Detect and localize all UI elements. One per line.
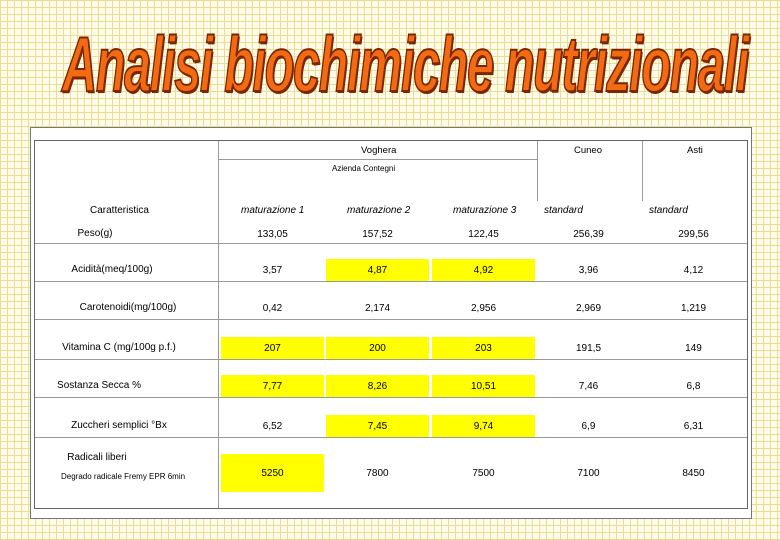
row-label: Sostanza Secca % (57, 380, 141, 391)
table-cell: 7,46 (578, 380, 599, 392)
table-cell: 8450 (682, 467, 705, 479)
table-cell: 7800 (366, 467, 389, 479)
header-cuneo: Cuneo (574, 145, 602, 156)
table-cell: 207 (221, 337, 324, 359)
row-label: Zuccheri semplici °Bx (71, 420, 167, 431)
table-cell: 2,969 (575, 302, 602, 314)
header-voghera: Voghera (361, 145, 397, 156)
table-cell: 2,956 (470, 302, 497, 314)
table-cell: 3,57 (262, 264, 283, 276)
table-cell: 9,74 (432, 415, 535, 437)
table-cell: 10,51 (432, 375, 535, 397)
table-cell: 191,5 (575, 342, 602, 354)
analysis-table (34, 140, 748, 509)
table-cell: 1,219 (680, 302, 707, 314)
table-cell: 4,92 (432, 259, 535, 281)
table-cell: 8,26 (326, 375, 429, 397)
row-label: Radicali liberi (67, 452, 127, 463)
table-cell: 203 (432, 337, 535, 359)
title-text: Analisi biochimiche nutrizionali (62, 19, 748, 108)
row-label: Acidità(meq/100g) (71, 264, 153, 275)
table-cell: 0,42 (262, 302, 283, 314)
row-label: Vitamina C (mg/100g p.f.) (62, 342, 176, 353)
table-cell: 4,87 (326, 259, 429, 281)
table-cell: 4,12 (683, 264, 704, 276)
header-maturazione-1: maturazione 1 (241, 205, 305, 216)
header-standard-asti: standard (649, 205, 688, 216)
table-cell: 122,45 (468, 228, 499, 240)
table-cell: 6,9 (581, 420, 596, 432)
header-standard-cuneo: standard (544, 205, 583, 216)
table-cell: 7100 (577, 467, 600, 479)
page-title (40, 14, 770, 114)
table-cell: 2,174 (364, 302, 391, 314)
table-panel (30, 127, 752, 519)
row-label: Peso(g) (77, 228, 113, 239)
header-maturazione-3: maturazione 3 (453, 205, 517, 216)
header-asti: Asti (687, 145, 703, 156)
table-cell: 149 (685, 342, 702, 354)
table-cell: 157,52 (362, 228, 393, 240)
table-cell: 6,31 (683, 420, 704, 432)
table-cell: 6,52 (262, 420, 283, 432)
table-cell: 200 (326, 337, 429, 359)
table-cell: 3,96 (578, 264, 599, 276)
table-cell: 256,39 (573, 228, 604, 240)
table-cell: 6,8 (686, 380, 701, 392)
header-azienda: Azienda Contegni (332, 164, 396, 173)
row-sublabel: Degrado radicale Fremy EPR 6min (61, 472, 186, 481)
table-cell: 7,77 (221, 375, 324, 397)
table-cell: 7,45 (326, 415, 429, 437)
header-caratteristica: Caratteristica (90, 205, 149, 216)
table-cell: 7500 (472, 467, 495, 479)
header-maturazione-2: maturazione 2 (347, 205, 411, 216)
row-label: Carotenoidi(mg/100g) (79, 302, 177, 313)
table-cell: 133,05 (257, 228, 288, 240)
table-cell: 5250 (221, 454, 324, 492)
table-cell: 299,56 (678, 228, 709, 240)
